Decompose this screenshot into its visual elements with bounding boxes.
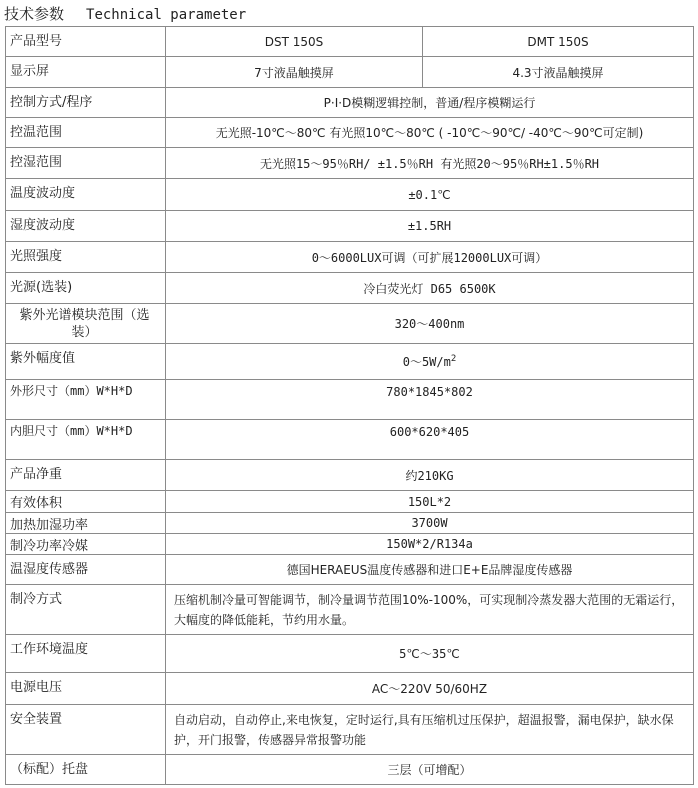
model-dst: DST 150S [166,27,423,57]
table-row [6,148,694,179]
row-value: 约210KG [166,460,694,491]
row-label: 光源(选装) [6,273,166,304]
row-label: 有效体积 [6,491,166,513]
row-value [166,344,694,380]
row-label: 产品净重 [6,460,166,491]
row-label: 安全装置 [6,705,166,755]
row-label: 紫外光谱模块范围（选装） [6,304,166,344]
row-label: 显示屏 [6,57,166,88]
row-label: 温湿度传感器 [6,555,166,585]
row-label: 控制方式/程序 [6,88,166,118]
row-label: 制冷功率冷媒 [6,534,166,555]
row-value: 5℃～35℃ [166,635,694,673]
row-label: 温度波动度 [6,179,166,211]
row-label: 紫外幅度值 [6,344,166,380]
table-row [6,635,694,673]
row-label: 制冷方式 [6,585,166,635]
table-row [6,179,694,211]
spec-table [5,26,694,785]
table-row [6,304,694,344]
unit-exponent: 2 [450,354,457,364]
row-value: 150W*2/R134a [166,534,694,555]
row-value: 三层（可增配） [166,755,694,785]
table-row [6,57,694,88]
table-row [6,211,694,242]
row-value: AC～220V 50/60HZ [166,673,694,705]
row-value: 0～6000LUX可调（可扩展12000LUX可调） [166,242,694,273]
row-value: 无光照-10℃～80℃ 有光照10℃～80℃ ( -10℃～90℃/ -40℃～90℃可定制) [166,118,694,148]
table-row [6,534,694,555]
page-title [4,4,246,24]
table-row [6,555,694,585]
row-label: 控温范围 [6,118,166,148]
table-row [6,673,694,705]
row-value: 压缩机制冷量可智能调节，制冷量调节范围10%-100%，可实现制冷蒸发器大范围的无霜运行，大幅度的降低能耗，节约用水量。 [166,585,694,635]
model-dmt: DMT 150S [423,27,694,57]
row-value: 无光照15～95％RH/ ±1.5％RH 有光照20～95％RH±1.5％RH [166,148,694,179]
row-value: 780*1845*802 [166,380,694,420]
row-label: 内胆尺寸（mm）W*H*D [6,420,166,460]
display-dst: 7寸液晶触摸屏 [166,57,423,88]
row-value: ±1.5RH [166,211,694,242]
table-row [6,118,694,148]
row-label: 控湿范围 [6,148,166,179]
row-value: 320～400nm [166,304,694,344]
table-row [6,513,694,534]
display-dmt: 4.3寸液晶触摸屏 [423,57,694,88]
uv-amplitude-value: 0～5W/m [402,355,451,369]
table-row [6,585,694,635]
table-row [6,27,694,57]
table-row [6,755,694,785]
row-label: 湿度波动度 [6,211,166,242]
table-row [6,491,694,513]
row-value: 150L*2 [166,491,694,513]
row-label: 产品型号 [6,27,166,57]
row-value: 600*620*405 [166,420,694,460]
table-row [6,460,694,491]
table-row [6,420,694,460]
table-row [6,88,694,118]
table-row [6,705,694,755]
row-value: 自动启动，自动停止,来电恢复，定时运行,具有压缩机过压保护，超温报警，漏电保护，缺水保护，开门报警，传感器异常报警功能 [166,705,694,755]
row-label: 加热加湿功率 [6,513,166,534]
row-value: 3700W [166,513,694,534]
row-label: 电源电压 [6,673,166,705]
row-value: ±0.1℃ [166,179,694,211]
row-label: 工作环境温度 [6,635,166,673]
row-value: P·I·D模糊逻辑控制，普通/程序模糊运行 [166,88,694,118]
table-row [6,273,694,304]
row-value: 德国HERAEUS温度传感器和进口E+E品牌湿度传感器 [166,555,694,585]
table-row [6,344,694,380]
table-row [6,380,694,420]
row-value: 冷白荧光灯 D65 6500K [166,273,694,304]
page-title-cn: 技术参数 [4,5,65,23]
row-label: 外形尺寸（mm）W*H*D [6,380,166,420]
row-label: 光照强度 [6,242,166,273]
row-label: （标配）托盘 [6,755,166,785]
table-row [6,242,694,273]
page-title-en: Technical parameter [86,7,247,23]
